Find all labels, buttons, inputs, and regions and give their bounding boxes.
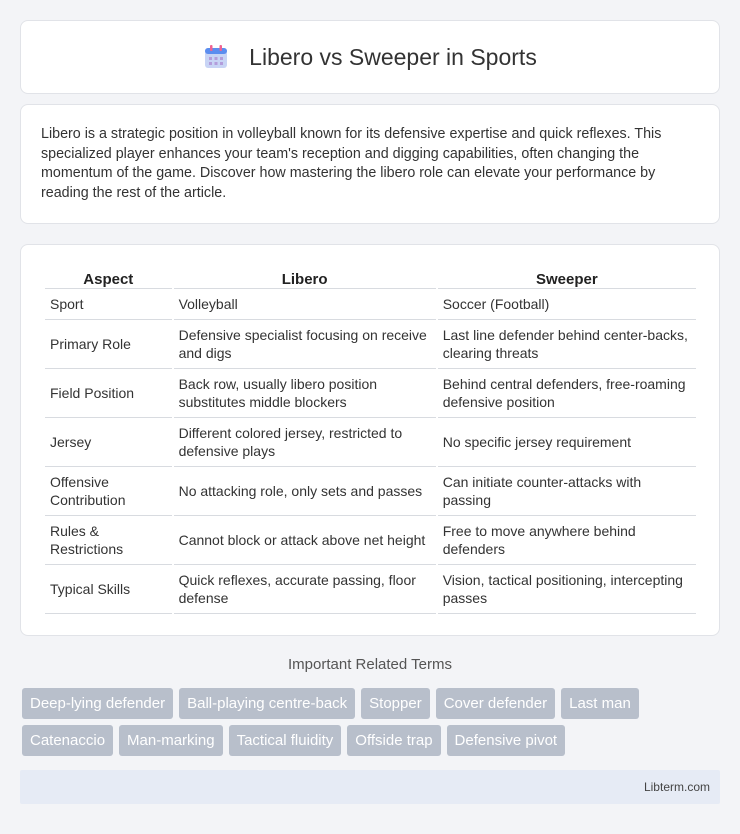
header-sweeper: Sweeper — [438, 265, 696, 289]
tag-cover-defender[interactable]: Cover defender — [436, 688, 555, 719]
cell-aspect: Jersey — [45, 418, 172, 467]
cell-libero: Defensive specialist focusing on receive and digs — [174, 320, 436, 369]
cell-aspect: Offensive Contribution — [45, 467, 172, 516]
cell-aspect: Rules & Restrictions — [45, 516, 172, 565]
cell-sweeper: No specific jersey requirement — [438, 418, 696, 467]
table-row — [45, 289, 696, 320]
cell-sweeper: Soccer (Football) — [438, 289, 696, 320]
comparison-table-card — [20, 244, 720, 636]
cell-aspect: Primary Role — [45, 320, 172, 369]
title-wrap — [203, 44, 537, 71]
table-row — [45, 320, 696, 369]
tag-last-man[interactable]: Last man — [561, 688, 639, 719]
tag-tactical-fluidity[interactable]: Tactical fluidity — [229, 725, 342, 756]
table-row — [45, 369, 696, 418]
cell-sweeper: Vision, tactical positioning, intercepting passes — [438, 565, 696, 614]
tag-offside-trap[interactable]: Offside trap — [347, 725, 440, 756]
cell-aspect: Sport — [45, 289, 172, 320]
intro-text: Libero is a strategic position in volleyball known for its defensive expertise and quick reflexes. This specialized player enhances your team's reception and digging capabilities, often changing the momentum of the game. Discover how mastering the libero role can elevate your performance by reading the rest of the article. — [41, 126, 662, 201]
header-aspect: Aspect — [45, 265, 172, 289]
tag-ball-playing-centre-back[interactable]: Ball-playing centre-back — [179, 688, 355, 719]
tag-man-marking[interactable]: Man-marking — [119, 725, 223, 756]
cell-sweeper: Can initiate counter-attacks with passing — [438, 467, 696, 516]
tag-defensive-pivot[interactable]: Defensive pivot — [447, 725, 566, 756]
cell-aspect: Field Position — [45, 369, 172, 418]
related-terms-tags — [22, 688, 722, 762]
cell-libero: Cannot block or attack above net height — [174, 516, 436, 565]
tag-deep-lying-defender[interactable]: Deep-lying defender — [22, 688, 173, 719]
page-title: Libero vs Sweeper in Sports — [249, 43, 537, 70]
header-card — [20, 20, 720, 94]
table-row — [45, 418, 696, 467]
table-row — [45, 565, 696, 614]
header-libero: Libero — [174, 265, 436, 289]
related-terms-title: Important Related Terms — [288, 656, 452, 673]
cell-sweeper: Free to move anywhere behind defenders — [438, 516, 696, 565]
tag-row — [22, 688, 722, 719]
cell-libero: No attacking role, only sets and passes — [174, 467, 436, 516]
cell-aspect: Typical Skills — [45, 565, 172, 614]
cell-libero: Volleyball — [174, 289, 436, 320]
table-row — [45, 467, 696, 516]
tag-row — [22, 725, 722, 756]
tag-stopper[interactable]: Stopper — [361, 688, 430, 719]
tag-catenaccio[interactable]: Catenaccio — [22, 725, 113, 756]
cell-libero: Different colored jersey, restricted to defensive plays — [174, 418, 436, 467]
table-header-row — [45, 265, 696, 289]
footer — [20, 770, 720, 804]
cell-sweeper: Last line defender behind center-backs, clearing threats — [438, 320, 696, 369]
cell-sweeper: Behind central defenders, free-roaming defensive position — [438, 369, 696, 418]
cell-libero: Quick reflexes, accurate passing, floor defense — [174, 565, 436, 614]
table-row — [45, 516, 696, 565]
calendar-icon — [203, 44, 229, 70]
cell-libero: Back row, usually libero position substitutes middle blockers — [174, 369, 436, 418]
footer-site-link[interactable]: Libterm.com — [643, 780, 710, 794]
comparison-table — [43, 265, 698, 614]
intro-card — [20, 104, 720, 224]
